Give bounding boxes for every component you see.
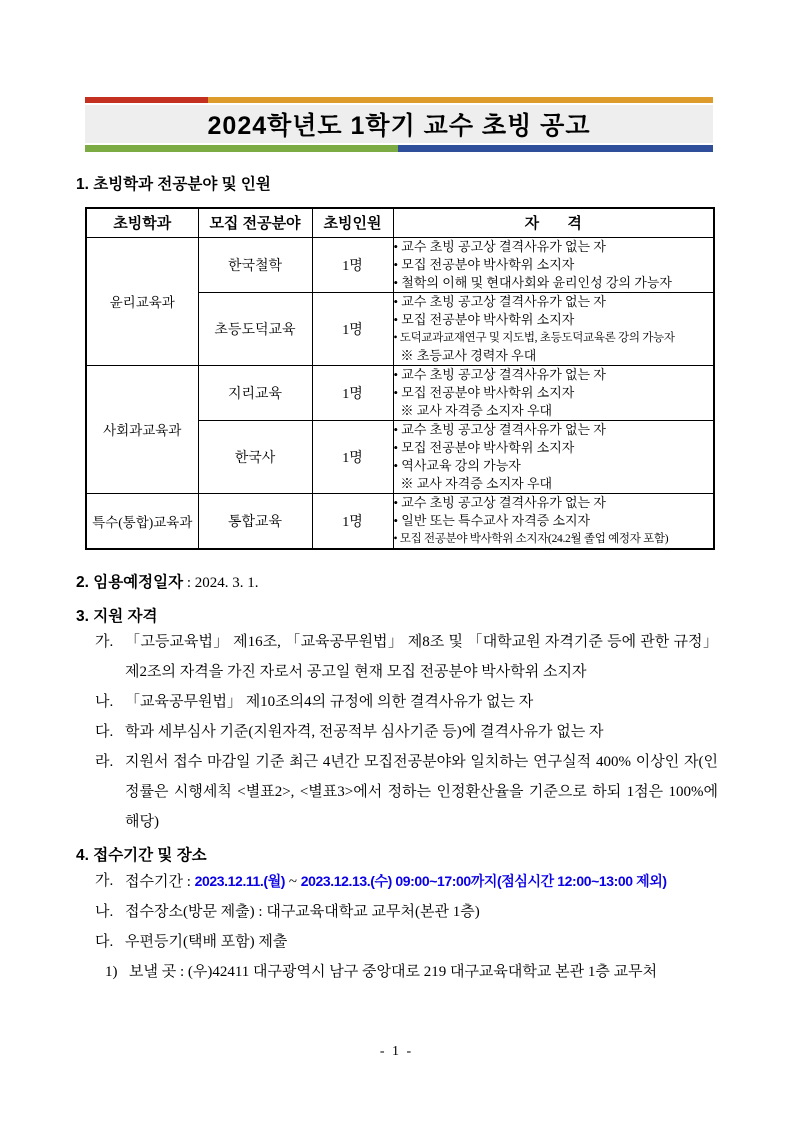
table-row — [86, 493, 714, 549]
item-marker: 1) — [105, 963, 118, 980]
section2-heading: 2. 임용예정일자 — [76, 573, 184, 591]
reception-period-label: 접수기간 : — [125, 873, 195, 890]
bottom-bar-green-segment — [85, 145, 398, 152]
item-marker: 나. — [95, 693, 114, 710]
count-cell: 1명 — [312, 420, 393, 493]
item-marker: 라. — [95, 753, 114, 770]
title-banner — [85, 97, 713, 152]
page-number: - 1 - — [379, 1044, 414, 1059]
item-text — [125, 866, 718, 897]
section4-heading: 4. 접수기간 및 장소 — [76, 846, 207, 864]
qualification-line: • 모집 전공분야 박사학위 소지자 — [393, 439, 575, 455]
item-marker: 나. — [95, 903, 114, 920]
date-range-start: 2023.12.11.(월) — [194, 872, 286, 889]
section3-heading: 3. 지원 자격 — [76, 607, 158, 625]
list-item — [76, 927, 718, 957]
count-cell: 1명 — [312, 365, 393, 420]
table-row — [86, 365, 714, 420]
bottom-bar — [85, 145, 713, 152]
qualification-line: • 일반 또는 특수교사 자격증 소지자 — [393, 512, 591, 528]
section2-value: : 2024. 3. 1. — [183, 574, 259, 591]
item-marker: 가. — [95, 633, 114, 650]
qualification-line: • 도덕교과교재연구 및 지도법, 초등도덕교육론 강의 가능자 — [393, 331, 675, 344]
qualification-line: • 모집 전공분야 박사학위 소지자 — [393, 256, 575, 272]
item-text: 보낼 곳 : (우)42411 대구광역시 남구 중앙대로 219 대구교육대학교 본관 1층 교무처 — [129, 963, 658, 980]
major-cell: 통합교육 — [198, 493, 312, 549]
top-bar — [85, 97, 713, 103]
list-item — [76, 897, 718, 927]
qualification-line: • 모집 전공분야 박사학위 소지자 — [393, 384, 575, 400]
list-item — [76, 717, 718, 747]
qualification-note-line: ※ 초등교사 경력자 우대 — [400, 347, 537, 363]
table-header-row — [86, 208, 714, 237]
item-marker: 다. — [95, 933, 114, 950]
qualification-line: • 모집 전공분야 박사학위 소지자 — [393, 311, 575, 327]
header-qualification: 자 격 — [393, 208, 714, 237]
count-cell: 1명 — [312, 292, 393, 365]
qualification-note-line: ※ 교사 자격증 소지자 우대 — [400, 475, 553, 491]
list-item — [76, 627, 718, 687]
title-box — [85, 105, 713, 143]
item-marker: 다. — [95, 723, 114, 740]
qualification-line: • 교수 초빙 공고상 결격사유가 없는 자 — [393, 421, 606, 437]
major-cell: 지리교육 — [198, 365, 312, 420]
qualifications-cell — [393, 493, 714, 549]
top-bar-orange-segment — [208, 97, 713, 103]
count-cell: 1명 — [312, 237, 393, 292]
list-item — [76, 747, 718, 837]
top-bar-red-segment — [85, 97, 208, 103]
qualification-note-line: ※ 교사 자격증 소지자 우대 — [400, 402, 553, 418]
major-cell: 한국사 — [198, 420, 312, 493]
section1-heading: 1. 초빙학과 전공분야 및 인원 — [76, 176, 271, 193]
qualification-line: • 교수 초빙 공고상 결격사유가 없는 자 — [393, 238, 606, 254]
recruitment-table — [85, 207, 715, 550]
item-text: 우편등기(택배 포함) 제출 — [125, 933, 288, 950]
list-sub-item — [76, 957, 718, 987]
qualification-line: • 교수 초빙 공고상 결격사유가 없는 자 — [393, 366, 606, 382]
tilde-separator: ~ — [285, 873, 301, 890]
header-major: 모집 전공분야 — [198, 208, 312, 237]
dept-cell: 사회과교육과 — [86, 365, 198, 493]
qualifications-cell — [393, 420, 714, 493]
major-cell: 초등도덕교육 — [198, 292, 312, 365]
dept-cell: 윤리교육과 — [86, 237, 198, 365]
qualifications-cell — [393, 237, 714, 292]
qualification-line: • 교수 초빙 공고상 결격사유가 없는 자 — [393, 293, 606, 309]
qualification-line: • 모집 전공분야 박사학위 소지자(24.2월 졸업 예정자 포함) — [393, 532, 669, 545]
qualifications-cell — [393, 292, 714, 365]
header-dept: 초빙학과 — [86, 208, 198, 237]
page-title: 2024학년도 1학기 교수 초빙 공고 — [207, 112, 591, 140]
qualification-line: • 교수 초빙 공고상 결격사유가 없는 자 — [393, 494, 606, 510]
bottom-bar-blue-segment — [398, 145, 713, 152]
major-cell: 한국철학 — [198, 237, 312, 292]
section2-line — [76, 568, 718, 598]
date-range-end: 2023.12.13.(수) 09:00~17:00까지(점심시간 12:00~13:00 제외) — [300, 872, 667, 889]
qualification-line: • 철학의 이해 및 현대사회와 윤리인성 강의 가능자 — [393, 274, 672, 290]
list-item — [76, 687, 718, 717]
list-item — [76, 866, 718, 897]
count-cell: 1명 — [312, 493, 393, 549]
item-marker: 가. — [95, 872, 114, 889]
qualification-line: • 역사교육 강의 가능자 — [393, 457, 521, 473]
qualifications-cell — [393, 365, 714, 420]
dept-cell: 특수(통합)교육과 — [86, 493, 198, 549]
item-text: 접수장소(방문 제출) : 대구교육대학교 교무처(본관 1층) — [125, 903, 480, 920]
table-row — [86, 237, 714, 292]
header-count: 초빙인원 — [312, 208, 393, 237]
item-text: 「고등교육법」 제16조, 「교육공무원법」 제8조 및 「대학교원 자격기준 등에 관한 규정」 제2조의 자격을 가진 자로서 공고일 현재 모집 전공분야 박사학위 소지자 — [125, 633, 718, 680]
item-text: 「교육공무원법」 제10조의4의 규정에 의한 결격사유가 없는 자 — [125, 693, 534, 710]
item-text: 지원서 접수 마감일 기준 최근 4년간 모집전공분야와 일치하는 연구실적 400% 이상인 자(인정률은 시행세칙 <별표2>, <별표3>에서 정하는 인정환산율을 기준으로 하되 1점은 100%에 해당) — [125, 753, 718, 830]
item-text: 학과 세부심사 기준(지원자격, 전공적부 심사기준 등)에 결격사유가 없는 자 — [125, 723, 604, 740]
